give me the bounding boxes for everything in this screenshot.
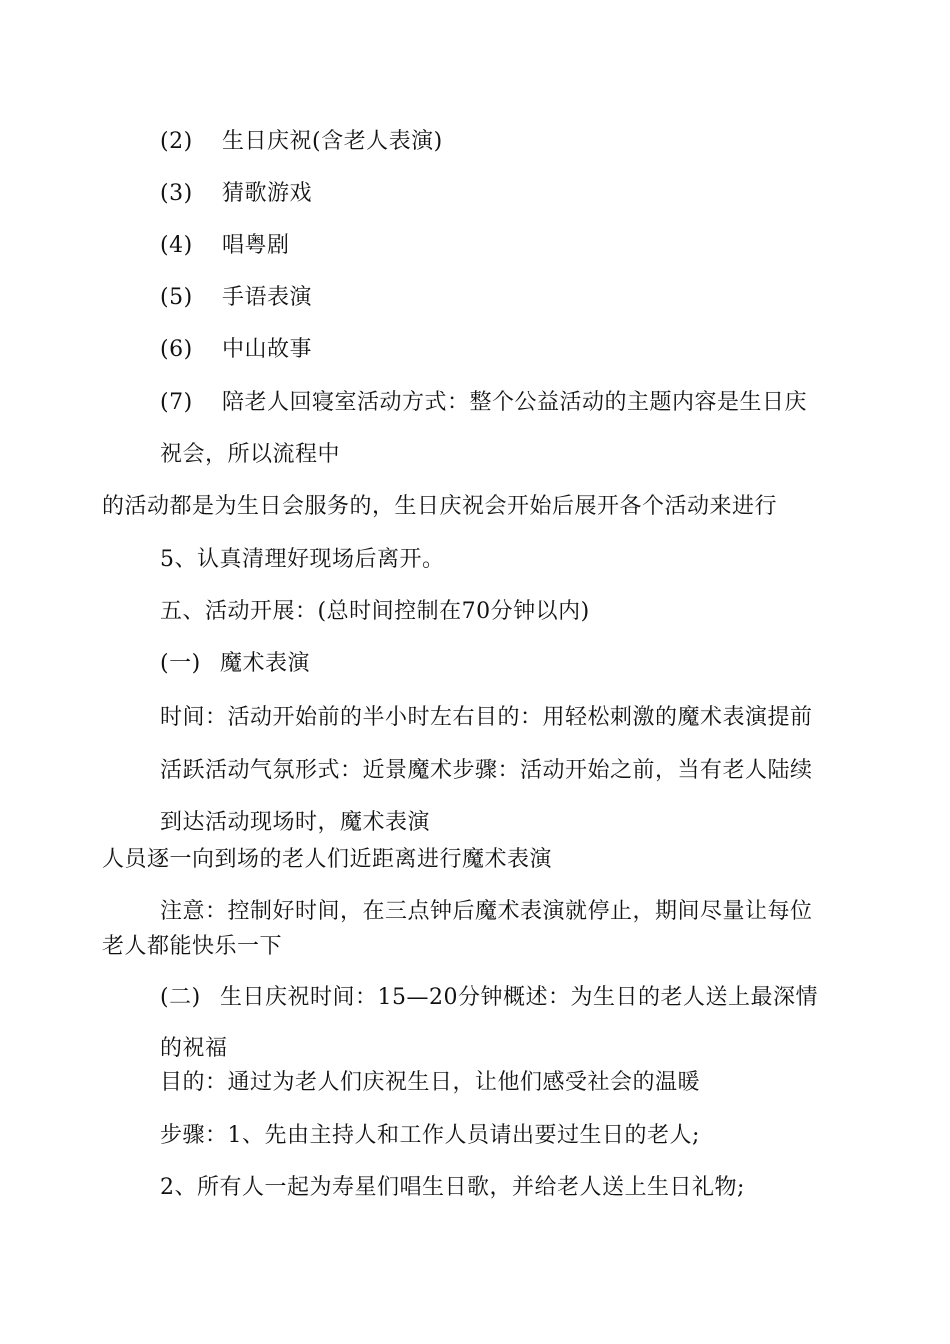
list-item-6 (160, 335, 312, 365)
step-line: 2、所有人一起为寿星们唱生日歌，并给老人送上生日礼物; (160, 1175, 745, 1200)
subsection-number: (二) (160, 985, 201, 1010)
paragraph-line: 时间：活动开始前的半小时左右目的：用轻松刺激的魔术表演提前 (160, 705, 813, 730)
list-item-3 (160, 179, 312, 209)
list-number: (7) (160, 390, 193, 415)
list-number: (5) (160, 285, 193, 310)
paragraph-line: 到达活动现场时，魔术表演 (160, 810, 431, 835)
list-number: (2) (160, 129, 193, 154)
paragraph-line: 的活动都是为生日会服务的，生日庆祝会开始后展开各个活动来进行 (102, 494, 778, 519)
list-item-text: 中山故事 (222, 337, 313, 362)
subsection-title: 魔术表演 (220, 651, 311, 676)
step-line: 步骤：1、先由主持人和工作人员请出要过生日的老人; (160, 1123, 700, 1148)
note-line: 注意：控制好时间，在三点钟后魔术表演就停止，期间尽量让每位 (160, 899, 813, 924)
list-item-7 (160, 388, 807, 418)
paragraph-line: 人员逐一向到场的老人们近距离进行魔术表演 (102, 847, 553, 872)
list-item-text: 猜歌游戏 (222, 181, 313, 206)
paragraph-line: 目的：通过为老人们庆祝生日，让他们感受社会的温暖 (160, 1070, 701, 1095)
subsection-title: 生日庆祝时间：15—20分钟概述：为生日的老人送上最深情 (220, 985, 818, 1010)
list-item-text: 陪老人回寝室活动方式：整个公益活动的主题内容是生日庆 (222, 390, 808, 415)
subsection-number: (一) (160, 651, 201, 676)
list-item-2 (160, 127, 443, 157)
subsection-heading (160, 649, 310, 679)
paragraph-line: 活跃活动气氛形式：近景魔术步骤：活动开始之前，当有老人陆续 (160, 758, 813, 783)
list-item-text: 手语表演 (222, 285, 313, 310)
list-number: (3) (160, 181, 193, 206)
paragraph-line: 祝会，所以流程中 (160, 442, 341, 467)
subsection-heading (160, 983, 818, 1013)
paragraph-line: 的祝福 (160, 1036, 228, 1061)
list-item-4 (160, 231, 290, 261)
list-item-5 (160, 283, 312, 313)
list-item-text: 唱粤剧 (222, 233, 290, 258)
list-number: (4) (160, 233, 193, 258)
step-line: 5、认真清理好现场后离开。 (160, 547, 445, 572)
list-number: (6) (160, 337, 193, 362)
section-heading: 五、活动开展：(总时间控制在70分钟以内) (160, 599, 590, 624)
list-item-text: 生日庆祝(含老人表演) (222, 129, 443, 154)
note-line: 老人都能快乐一下 (102, 934, 283, 959)
